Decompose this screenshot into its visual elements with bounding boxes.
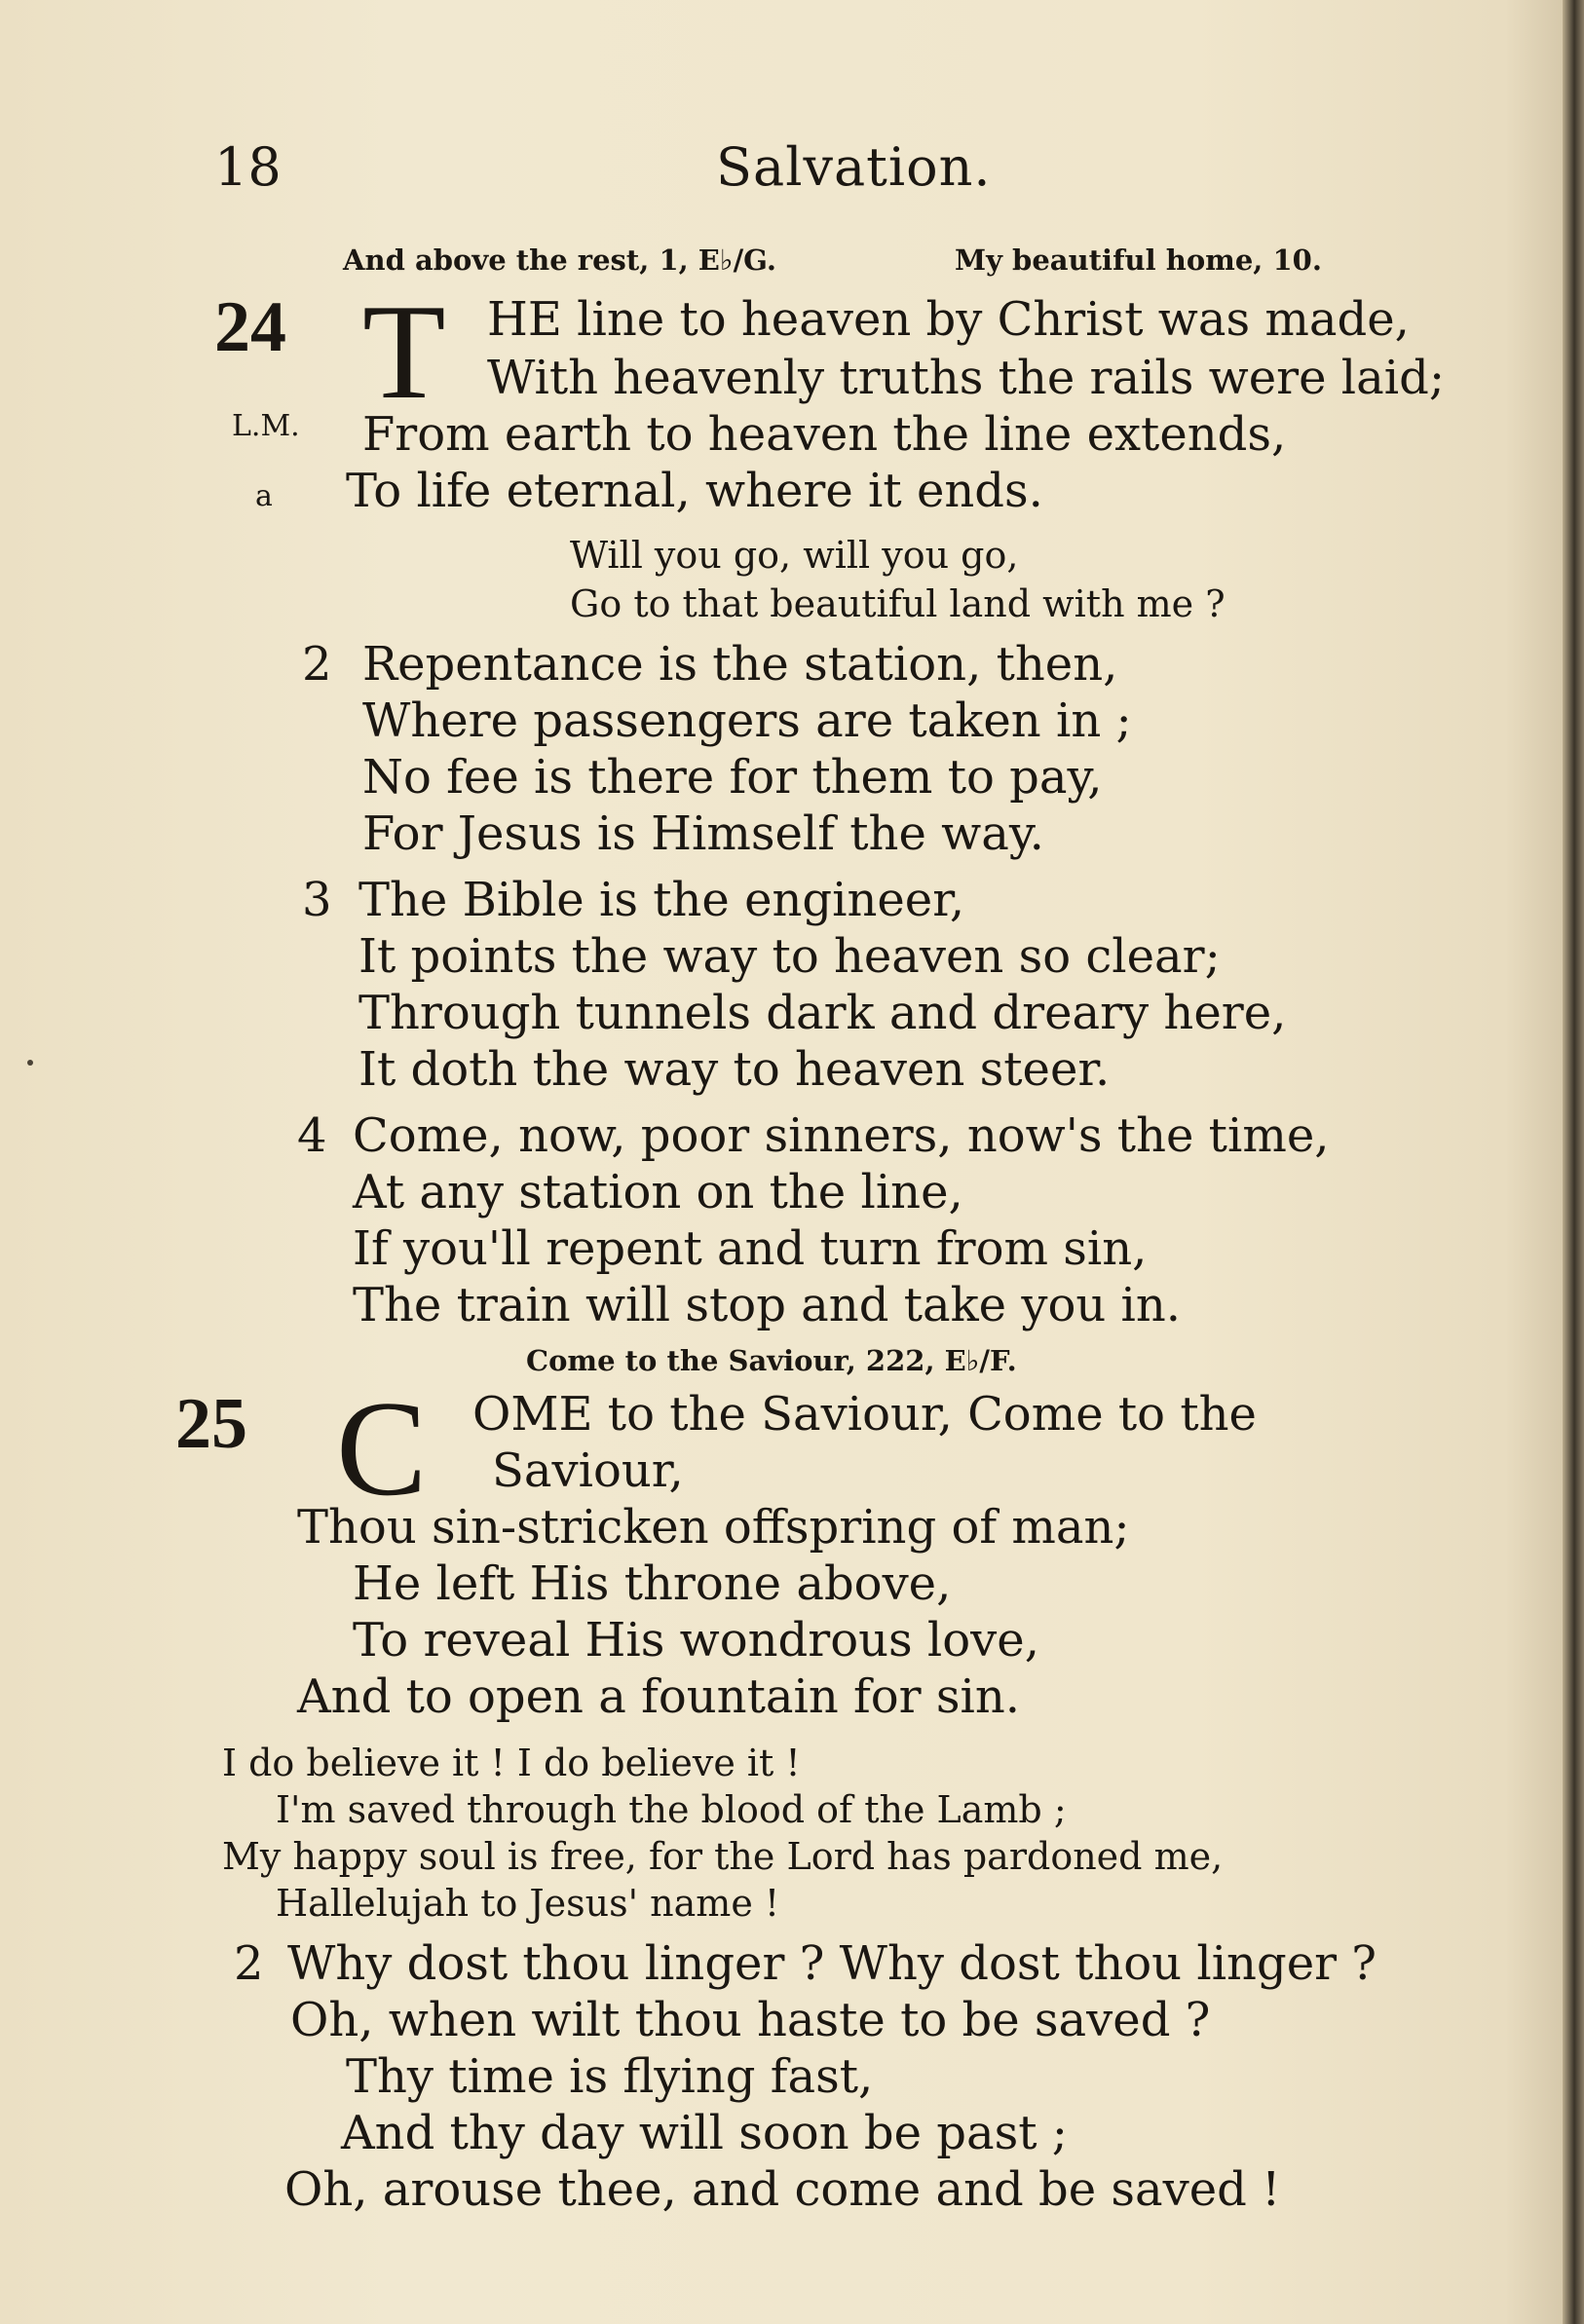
meter-label: L.M. (232, 409, 300, 443)
verse-line: To reveal His wondrous love, (353, 1613, 1039, 1668)
verse-line: The Bible is the engineer, (358, 873, 965, 927)
verse-number: 4 (297, 1108, 327, 1163)
verse-line: And thy day will soon be past ; (341, 2106, 1068, 2160)
verse-line: Oh, when wilt thou haste to be saved ? (290, 1993, 1211, 2047)
verse-line: Why dost thou linger ? Why dost thou linger ? (287, 1936, 1377, 1991)
verse-line: Repentance is the station, then, (362, 637, 1118, 692)
tune-reference-right: My beautiful home, 10. (955, 244, 1322, 277)
verse-line: HE line to heaven by Christ was made, (487, 292, 1410, 347)
chorus-line: Hallelujah to Jesus' name ! (276, 1882, 780, 1925)
verse-line: It points the way to heaven so clear; (358, 929, 1221, 984)
chorus-line: Go to that beautiful land with me ? (570, 582, 1226, 625)
tune-reference-left: And above the rest, 1, E♭/G. (343, 244, 777, 277)
drop-cap: T (362, 277, 446, 428)
hymn-number: 24 (214, 287, 286, 367)
verse-line: He left His throne above, (353, 1556, 952, 1611)
verse-line: At any station on the line, (353, 1165, 963, 1219)
verse-line: And to open a fountain for sin. (297, 1669, 1021, 1724)
verse-line: With heavenly truths the rails were laid; (487, 351, 1445, 405)
verse-number: 2 (302, 637, 332, 692)
verse-number: 2 (234, 1936, 264, 1991)
chorus-line: I'm saved through the blood of the Lamb ; (276, 1788, 1067, 1831)
page-number: 18 (214, 136, 282, 198)
drop-cap: C (336, 1373, 428, 1524)
verse-number: 3 (302, 873, 332, 927)
verse-line: It doth the way to heaven steer. (358, 1042, 1111, 1097)
verse-line: If you'll repent and turn from sin, (353, 1221, 1148, 1276)
verse-line: Thou sin-stricken offspring of man; (297, 1500, 1130, 1555)
verse-line: Thy time is flying fast, (346, 2049, 874, 2104)
verse-line: For Jesus is Himself the way. (362, 806, 1044, 861)
verse-line: Where passengers are taken in ; (362, 693, 1132, 748)
page-spine-edge (1563, 0, 1584, 2324)
verse-line: Through tunnels dark and dreary here, (358, 986, 1287, 1040)
verse-line: Come, now, poor sinners, now's the time, (353, 1108, 1330, 1163)
chorus-line: Will you go, will you go, (570, 534, 1019, 577)
verse-line: OME to the Saviour, Come to the (472, 1387, 1257, 1442)
key-mark: a (255, 479, 273, 513)
ink-speck (27, 1060, 33, 1066)
chorus-line: My happy soul is free, for the Lord has pardoned me, (222, 1835, 1224, 1878)
verse-line: Saviour, (492, 1443, 684, 1498)
verse-line: No fee is there for them to pay, (362, 750, 1103, 805)
verse-line: From earth to heaven the line extends, (362, 407, 1287, 462)
running-title: Salvation. (716, 136, 992, 198)
tune-reference: Come to the Saviour, 222, E♭/F. (526, 1344, 1017, 1377)
verse-line: Oh, arouse thee, and come and be saved ! (284, 2162, 1281, 2217)
verse-line: To life eternal, where it ends. (346, 464, 1043, 518)
verse-line: The train will stop and take you in. (353, 1278, 1182, 1332)
hymn-number: 25 (175, 1384, 247, 1464)
chorus-line: I do believe it ! I do believe it ! (222, 1742, 801, 1784)
